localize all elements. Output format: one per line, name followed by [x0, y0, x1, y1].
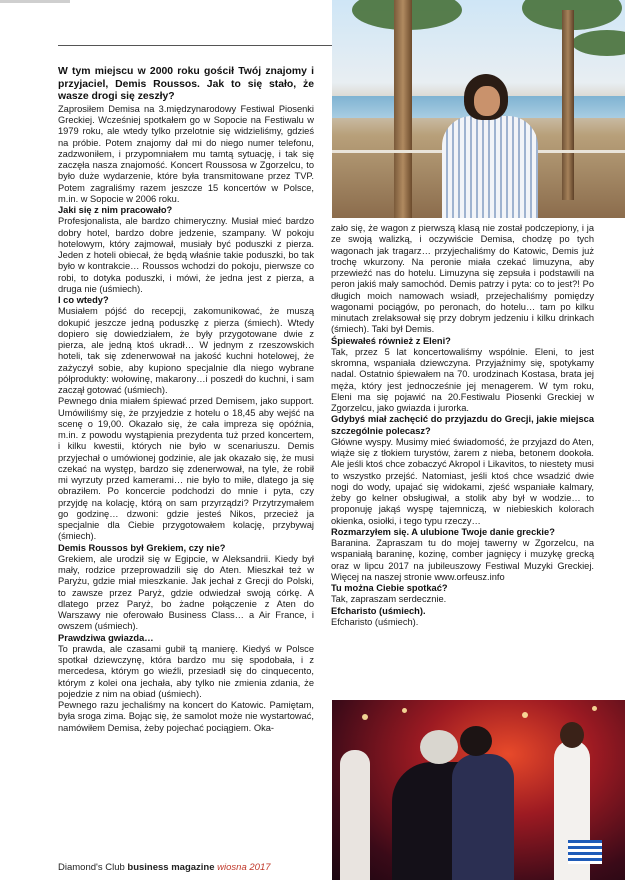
interview-question: Śpiewałeś również z Eleni?: [331, 335, 451, 346]
interview-question: Gdybyś miał zachęcić do przyjazdu do Grecji, jakie miejsca szczególnie polecasz?: [331, 414, 594, 436]
guest-singer-suit: [452, 754, 514, 880]
palm-trunk: [394, 0, 412, 218]
greek-flag: [568, 840, 602, 864]
interview-question: Jaki się z nim pracowało?: [58, 205, 173, 216]
photo-singer-with-palms: [332, 0, 625, 218]
text-column-right: [331, 223, 594, 628]
singer-grey-hair: [420, 730, 458, 764]
interview-answer: Tak, zapraszam serdecznie.: [331, 594, 447, 605]
man-striped-shirt: [442, 116, 538, 218]
interview-question: Efcharisto (uśmiech).: [331, 605, 426, 616]
interview-answer: Pewnego razu jechaliśmy na koncert do Katowic. Pamiętam, była sroga zima. Bojąc się, że samolot może nie wystartować, namówiłem Demisa, żeby pojechać pociągiem. Oka-: [58, 700, 314, 733]
interview-answer: Baranina. Zapraszam tu do mojej tawerny w Zgorzelcu, na wspaniałą baraninę, kozinę, comber jagnięcy i muzykę grecką oraz w lipcu 2017 na jubileuszowy Festiwal Muzyki Greckiej. Więcej na naszej stronie www.orfeusz.info: [331, 538, 594, 582]
interview-question: W tym miejscu w 2000 roku gościł Twój znajomy i przyjaciel, Demis Roussos. Jak to się stało, że wasze drogi się zeszły?: [58, 66, 314, 103]
footer-season: wiosna 2017: [217, 862, 271, 873]
footer-brand: Diamond's Club: [58, 862, 125, 873]
interview-question: Rozmarzyłem się. A ulubione Twoje danie greckie?: [331, 526, 555, 537]
interview-answer: Pewnego dnia miałem śpiewać przed Demisem, jako support. Umówiliśmy się, że przyjedzie z hotelu o 18,45 aby wejść na scenę o 19,00. Okazało się, że cała impreza się opóźnia, m.in. z powodu wystąpienia prezydenta tuż przed koncertem, i kilku kwestii, których nie było w scenariuszu. Demis przyjechał o umówionej godzinie, ale jak okazało się, że musi czekać na występ, bardzo się zdenerwował, na tyle, że robił mi wyrzuty przed kamerami… nie było to miłe, dlatego ja się obraziłem. Po koncercie podchodzi do mnie i pyta, czy przyjdę na kolację, którą on sam przyrządzi? Przytrzymałem go godzinę… dzwoni: gdzie jesteś Nikos, przecież ja specjalnie dla Ciebie przygotowałem kolację, przybywaj (śmiech).: [58, 396, 314, 542]
stage-light: [592, 706, 597, 711]
interview-answer: Tak, przez 5 lat koncertowaliśmy wspólnie. Eleni, to jest skromna, wspaniała dziewczyna. Przyjaźnimy się, spotykamy nadal. Ostatnio śpiewałem na 70. urodzinach Kostasa, brata jej męża, który jest jednocześnie jej menagerem. W tym roku, Eleni ma się pojawić na 20.Festiwalu Piosenki Greckiej w Zgorzelcu, jako gwiazda i jurorka.: [331, 346, 594, 413]
interview-answer: Zaprosiłem Demisa na 3.międzynarodowy Festiwal Piosenki Greckiej. Wcześniej spotkałem go w Sopocie na Festiwalu w 1979 roku, ale wtedy tylko przelotnie się widzieliśmy, gdzieś na próbie. Potem znajomy dał mi do niego numer telefonu, zadzwoniłem, i przypomniałem mu tamtą sytuację, i tak się zaczęła nasza znajomość. Koncert Roussosa w Zgorzelcu, to było duże wydarzenie, które była transmitowane przez TVP. Potem zagraliśmy razem jeszcze 15 koncertów w Polsce, m.in. w Sopocie w 2006 roku.: [58, 103, 314, 204]
stage-light: [362, 714, 368, 720]
interview-question: Prawdziwa gwiazda…: [58, 632, 154, 643]
top-rule: [58, 45, 332, 46]
interview-answer: zało się, że wagon z pierwszą klasą nie został podczepiony, i ja ze swoją walizką, i oczywiście Demisa, chodzę po tych wagonach jak tragarz… przyjechaliśmy do Katowic, Demis już trochę wkurzony. Na peronie miała czekać limuzyna, aby przewieźć nas do hotelu. Limuzyna się zepsuła i podstawili na peron jakiś mały samochód. Demis patrzy i pyta: co to jest?! Po długich moich namowach wsiadł, przejechaliśmy pomiędzy wagonami pociągów, po peronach, do hotelu… tam po kilku minutach zrelaksował się przy dobrym jedzeniu i kilku drinkach (śmiech). Taki był Demis.: [331, 223, 594, 335]
interview-answer: Profesjonalista, ale bardzo chimeryczny. Musiał mieć bardzo dobry hotel, bardzo dobre jedzenie, szampany. W pokoju hotelowym, który zajmował, musiały być poduszki z pierza. Jeden z hoteli obiecał, że będą właśnie takie poduszki, bo tak było w kontrakcie… Roussos wchodzi do pokoju, pierwsze co robi, to dotyka poduszki, i mówi, że jedna jest z pierza, a druga nie (uśmiech).: [58, 216, 314, 294]
corner-tab: [0, 0, 70, 3]
photo-concert-stage: [332, 700, 625, 880]
stage-light: [402, 708, 407, 713]
interview-question: Demis Roussos był Grekiem, czy nie?: [58, 542, 226, 553]
interview-answer: Grekiem, ale urodził się w Egipcie, w Aleksandrii. Kiedy był mały, rodzice przeprowadzili się do Aten. Mieszkał też w Paryżu, gdzie miał mieszkanie. Jak jechał z Grecji do Polski, to zawsze przez Paryż, gdzie odwiedzał swoją córkę. A dlatego przez Paryż, bo żadne połączenie z Aten do Warszawy nie oferowało Business Class… a Air France, i owszem (uśmiech).: [58, 553, 314, 632]
text-column-left: [58, 66, 314, 734]
footer-magazine: business magazine: [127, 862, 215, 873]
interview-question: Tu można Ciebie spotkać?: [331, 583, 448, 593]
man-face: [474, 86, 500, 116]
palm-frond: [572, 30, 625, 56]
interview-answer: Główne wyspy. Musimy mieć świadomość, że przyjazd do Aten, wiąże się z tłokiem turystów, żarem z nieba, betonem dookoła. Ale jeśli ktoś chce zobaczyć Akropol i Likavitos, to niestety musi to wszystko przejść. Natomiast, jeśli ktoś chce wsadzić dwie nogi do wody, upajać się widokami, zjeść wspaniałe kalmary, żeby go kelner obsługiwał, a stolik aby był w wodzie… to proponuję jakąś wyspę tajemniczą, w niebieskich kolorach okienka, osiołki, i tego typu rzeczy…: [331, 436, 594, 526]
interview-answer: To prawda, ale czasami gubił tą manierę. Kiedyś w Polsce spotkał dziewczynę, która bardzo mu się spodobała, i z mercedesa, którym go wieźli, przesiadł się do cinquecento, którym z kolei ona jechała, aby tylko nie zmienia zdania, że pojedzie z nim na obiad (uśmiech).: [58, 643, 314, 699]
page-footer: [58, 862, 271, 874]
backing-singer-head: [560, 722, 584, 748]
backing-singer-left: [340, 750, 370, 880]
palm-trunk: [562, 10, 574, 200]
guest-singer-hair: [460, 726, 492, 756]
interview-question: I co wtedy?: [58, 295, 109, 306]
stage-light: [522, 712, 528, 718]
interview-answer: Musiałem pójść do recepcji, zakomunikować, że muszą dokupić jeszcze jedną poduszkę z pierza (śmiech). Wtedy dopiero się dowiedziałem, że były przygotowane dwie z pierza, ale jedną ktoś ukradł… W jednym z rzeszowskich hoteli, tak się zdenerwował na jakość kuchni hotelowej, że zażyczył sobie, aby kupiono specjalnie dla niego wybrane półprodukty: wołowinę, makarony…i poszedł do kuchni, i sam zaczął gotować (uśmiech).: [58, 306, 314, 396]
interview-answer: Efcharisto (uśmiech).: [331, 616, 419, 627]
